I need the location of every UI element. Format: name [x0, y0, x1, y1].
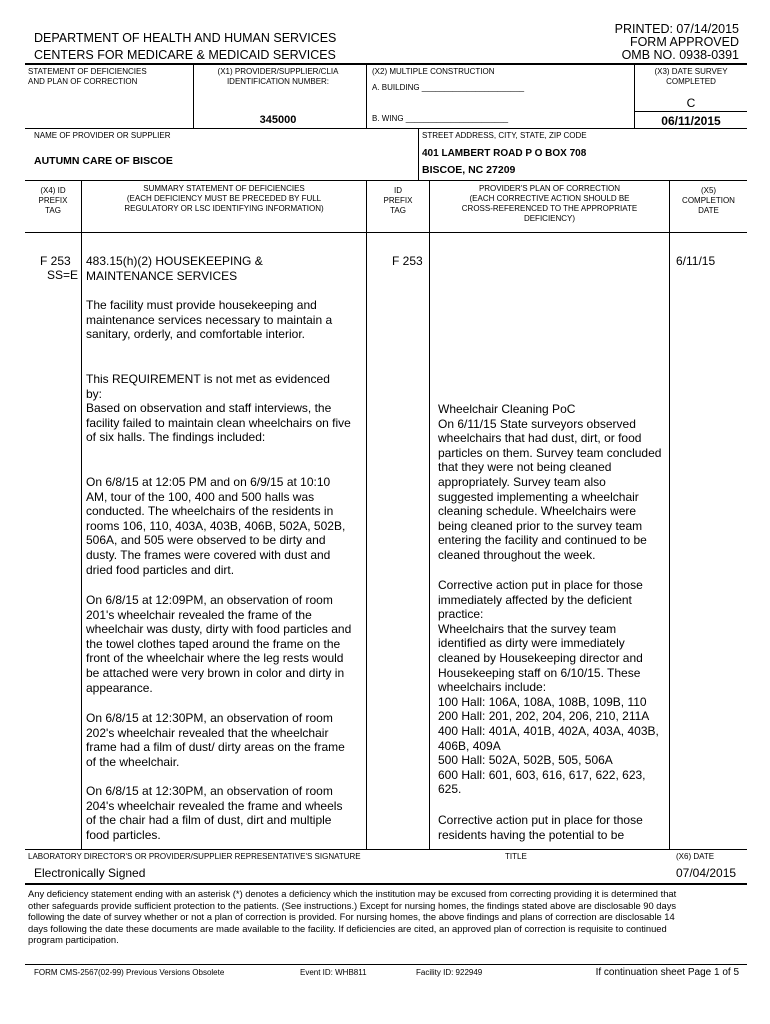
x3-label: (X3) DATE SURVEY COMPLETED	[654, 67, 728, 86]
printed-date: PRINTED: 07/14/2015	[614, 22, 739, 36]
address-line2: BISCOE, NC 27209	[422, 164, 516, 176]
provider-id: 345000	[259, 114, 297, 126]
divider	[418, 128, 419, 180]
disclaimer: Any deficiency statement ending with an asterisk (*) denotes a deficiency which the institution may be excused from correcting providing it is determined that other safeguards provide sufficient protection to the patients. (See instructions.) Except for nursing homes, the findings stated above are disclosable 90 days following the date of survey whether or not a plan of correction is provided. For nursing homes, the above findings and plans of correction are disclosable 14 days following the date these documents are made available to the facility. If deficiencies are cited, an approved plan of correction is requisite to continued program participation.	[28, 888, 677, 946]
department-title: DEPARTMENT OF HEALTH AND HUMAN SERVICES	[34, 31, 337, 45]
signature-label: LABORATORY DIRECTOR'S OR PROVIDER/SUPPLIER REPRESENTATIVE'S SIGNATURE	[28, 852, 361, 861]
divider	[25, 964, 747, 965]
summary-paragraph: On 6/8/15 at 12:09PM, an observation of room 201's wheelchair revealed the frame of the wheelchair was dusty, dirty with food particles and the towel clothes taped around the frame on the front of the wheelchair where the leg rests would be attached were very brown in color and dirty in appearance.	[86, 593, 352, 695]
plan-paragraph: Corrective action put in place for those immediately affected by the deficient practice: Wheelchairs that the survey team identified as dirty were immediately cleaned by Housekeeping director and Housekeeping staff on 6/10/15. These wheelchairs include: 100 Hall: 106A, 108A, 108B, 109B, 110 200 Hall: 201, 202, 204, 206, 210, 211A 400 Hall: 401A, 401B, 402A, 403A, 403B, 406B, 409A 500 Hall: 502A, 502B, 505, 506A 600 Hall: 601, 603, 616, 617, 622, 623, 625.	[438, 578, 659, 797]
provider-name: AUTUMN CARE OF BISCOE	[34, 155, 173, 167]
divider	[25, 883, 747, 885]
agency-title: CENTERS FOR MEDICARE & MEDICAID SERVICES	[34, 48, 336, 62]
provider-name-label: NAME OF PROVIDER OR SUPPLIER	[34, 131, 171, 140]
divider	[634, 111, 747, 112]
scope-severity: SS=E	[47, 268, 79, 282]
tag-right: F 253	[392, 254, 423, 268]
statement-label: STATEMENT OF DEFICIENCIES AND PLAN OF CORRECTION	[28, 67, 147, 86]
divider	[429, 180, 430, 849]
plan-paragraph: Wheelchair Cleaning PoC On 6/11/15 State surveyors observed wheelchairs that had dust, dirt, or food particles on them. Survey team concluded that they were not being cleaned appropriately. Survey team also suggested implementing a wheelchair cleaning schedule. Wheelchairs were being cleaned prior to the survey team entering the facility and continued to be cleaned throughout the week.	[438, 402, 662, 562]
summary-paragraph: On 6/8/15 at 12:05 PM and on 6/9/15 at 10:10 AM, tour of the 100, 400 and 500 halls was conducted. The wheelchairs of the residents in rooms 106, 110, 403A, 403B, 406B, 502A, 502B, 506A, and 505 were observed to be dirty and dusty. The frames were covered with dust and dried food particles and dirt.	[86, 475, 346, 577]
wing-field: B. WING _______________________	[372, 114, 509, 123]
summary-paragraph: The facility must provide housekeeping and maintenance services necessary to maintain a sanitary, orderly, and comfortable interior.	[86, 298, 333, 342]
x4-label: (X4) ID PREFIX TAG	[38, 186, 68, 215]
divider	[366, 180, 367, 849]
summary-paragraph: On 6/8/15 at 12:30PM, an observation of room 204's wheelchair revealed the frame and wheels of the chair had a film of dust, dirt and multiple food particles.	[86, 784, 343, 842]
title-label: TITLE	[505, 852, 527, 861]
address-line1: 401 LAMBERT ROAD P O BOX 708	[422, 148, 587, 159]
building-field: A. BUILDING _______________________	[372, 83, 525, 92]
facility-id: Facility ID: 922949	[416, 968, 483, 977]
summary-label: SUMMARY STATEMENT OF DEFICIENCIES (EACH DEFICIENCY MUST BE PRECEDED BY FULL REGULATORY OR LSC IDENTIFYING INFORMATION)	[124, 184, 324, 213]
plan-paragraph: Corrective action put in place for those residents having the potential to be	[438, 813, 643, 842]
summary-paragraph: This REQUIREMENT is not met as evidenced by: Based on observation and staff interviews, the facility failed to maintain clean wheelchairs on five of six halls. The findings included:	[86, 372, 351, 445]
x2-label: (X2) MULTIPLE CONSTRUCTION	[372, 67, 495, 76]
divider	[25, 180, 747, 181]
divider	[25, 232, 747, 233]
signature-date: 07/04/2015	[676, 866, 737, 880]
x5-label: (X5) COMPLETION DATE	[682, 186, 735, 215]
form-approved: FORM APPROVED	[629, 35, 739, 49]
completion-date: 6/11/15	[676, 254, 716, 268]
summary-paragraph: On 6/8/15 at 12:30PM, an observation of room 202's wheelchair revealed that the wheelchair frame had a film of dust/ dirty areas on the frame of the wheelchair.	[86, 711, 345, 769]
signature-value: Electronically Signed	[34, 866, 146, 880]
tag-left: F 253	[40, 254, 71, 268]
survey-date: 06/11/2015	[661, 114, 721, 128]
summary-heading: 483.15(h)(2) HOUSEKEEPING & MAINTENANCE SERVICES	[86, 254, 263, 283]
divider	[81, 180, 82, 849]
divider	[25, 128, 747, 129]
plan-label: PROVIDER'S PLAN OF CORRECTION (EACH CORRECTIVE ACTION SHOULD BE CROSS-REFERENCED TO THE APPROPRIATE DEFICIENCY)	[461, 184, 638, 223]
x1-label: (X1) PROVIDER/SUPPLIER/CLIA IDENTIFICATION NUMBER:	[217, 67, 339, 86]
divider	[366, 63, 367, 128]
divider	[669, 180, 670, 849]
page-indicator: If continuation sheet Page 1 of 5	[595, 967, 739, 978]
address-label: STREET ADDRESS, CITY, STATE, ZIP CODE	[422, 131, 587, 140]
date-label: (X6) DATE	[676, 852, 715, 861]
divider	[25, 849, 747, 850]
divider	[193, 63, 194, 128]
id-label: ID PREFIX TAG	[383, 186, 413, 215]
form-number: FORM CMS-2567(02-99) Previous Versions Obsolete	[34, 968, 225, 977]
omb-number: OMB NO. 0938-0391	[621, 48, 739, 62]
divider	[25, 63, 747, 65]
divider	[634, 63, 635, 128]
event-id: Event ID: WHB811	[300, 968, 367, 977]
survey-letter: C	[686, 96, 696, 110]
